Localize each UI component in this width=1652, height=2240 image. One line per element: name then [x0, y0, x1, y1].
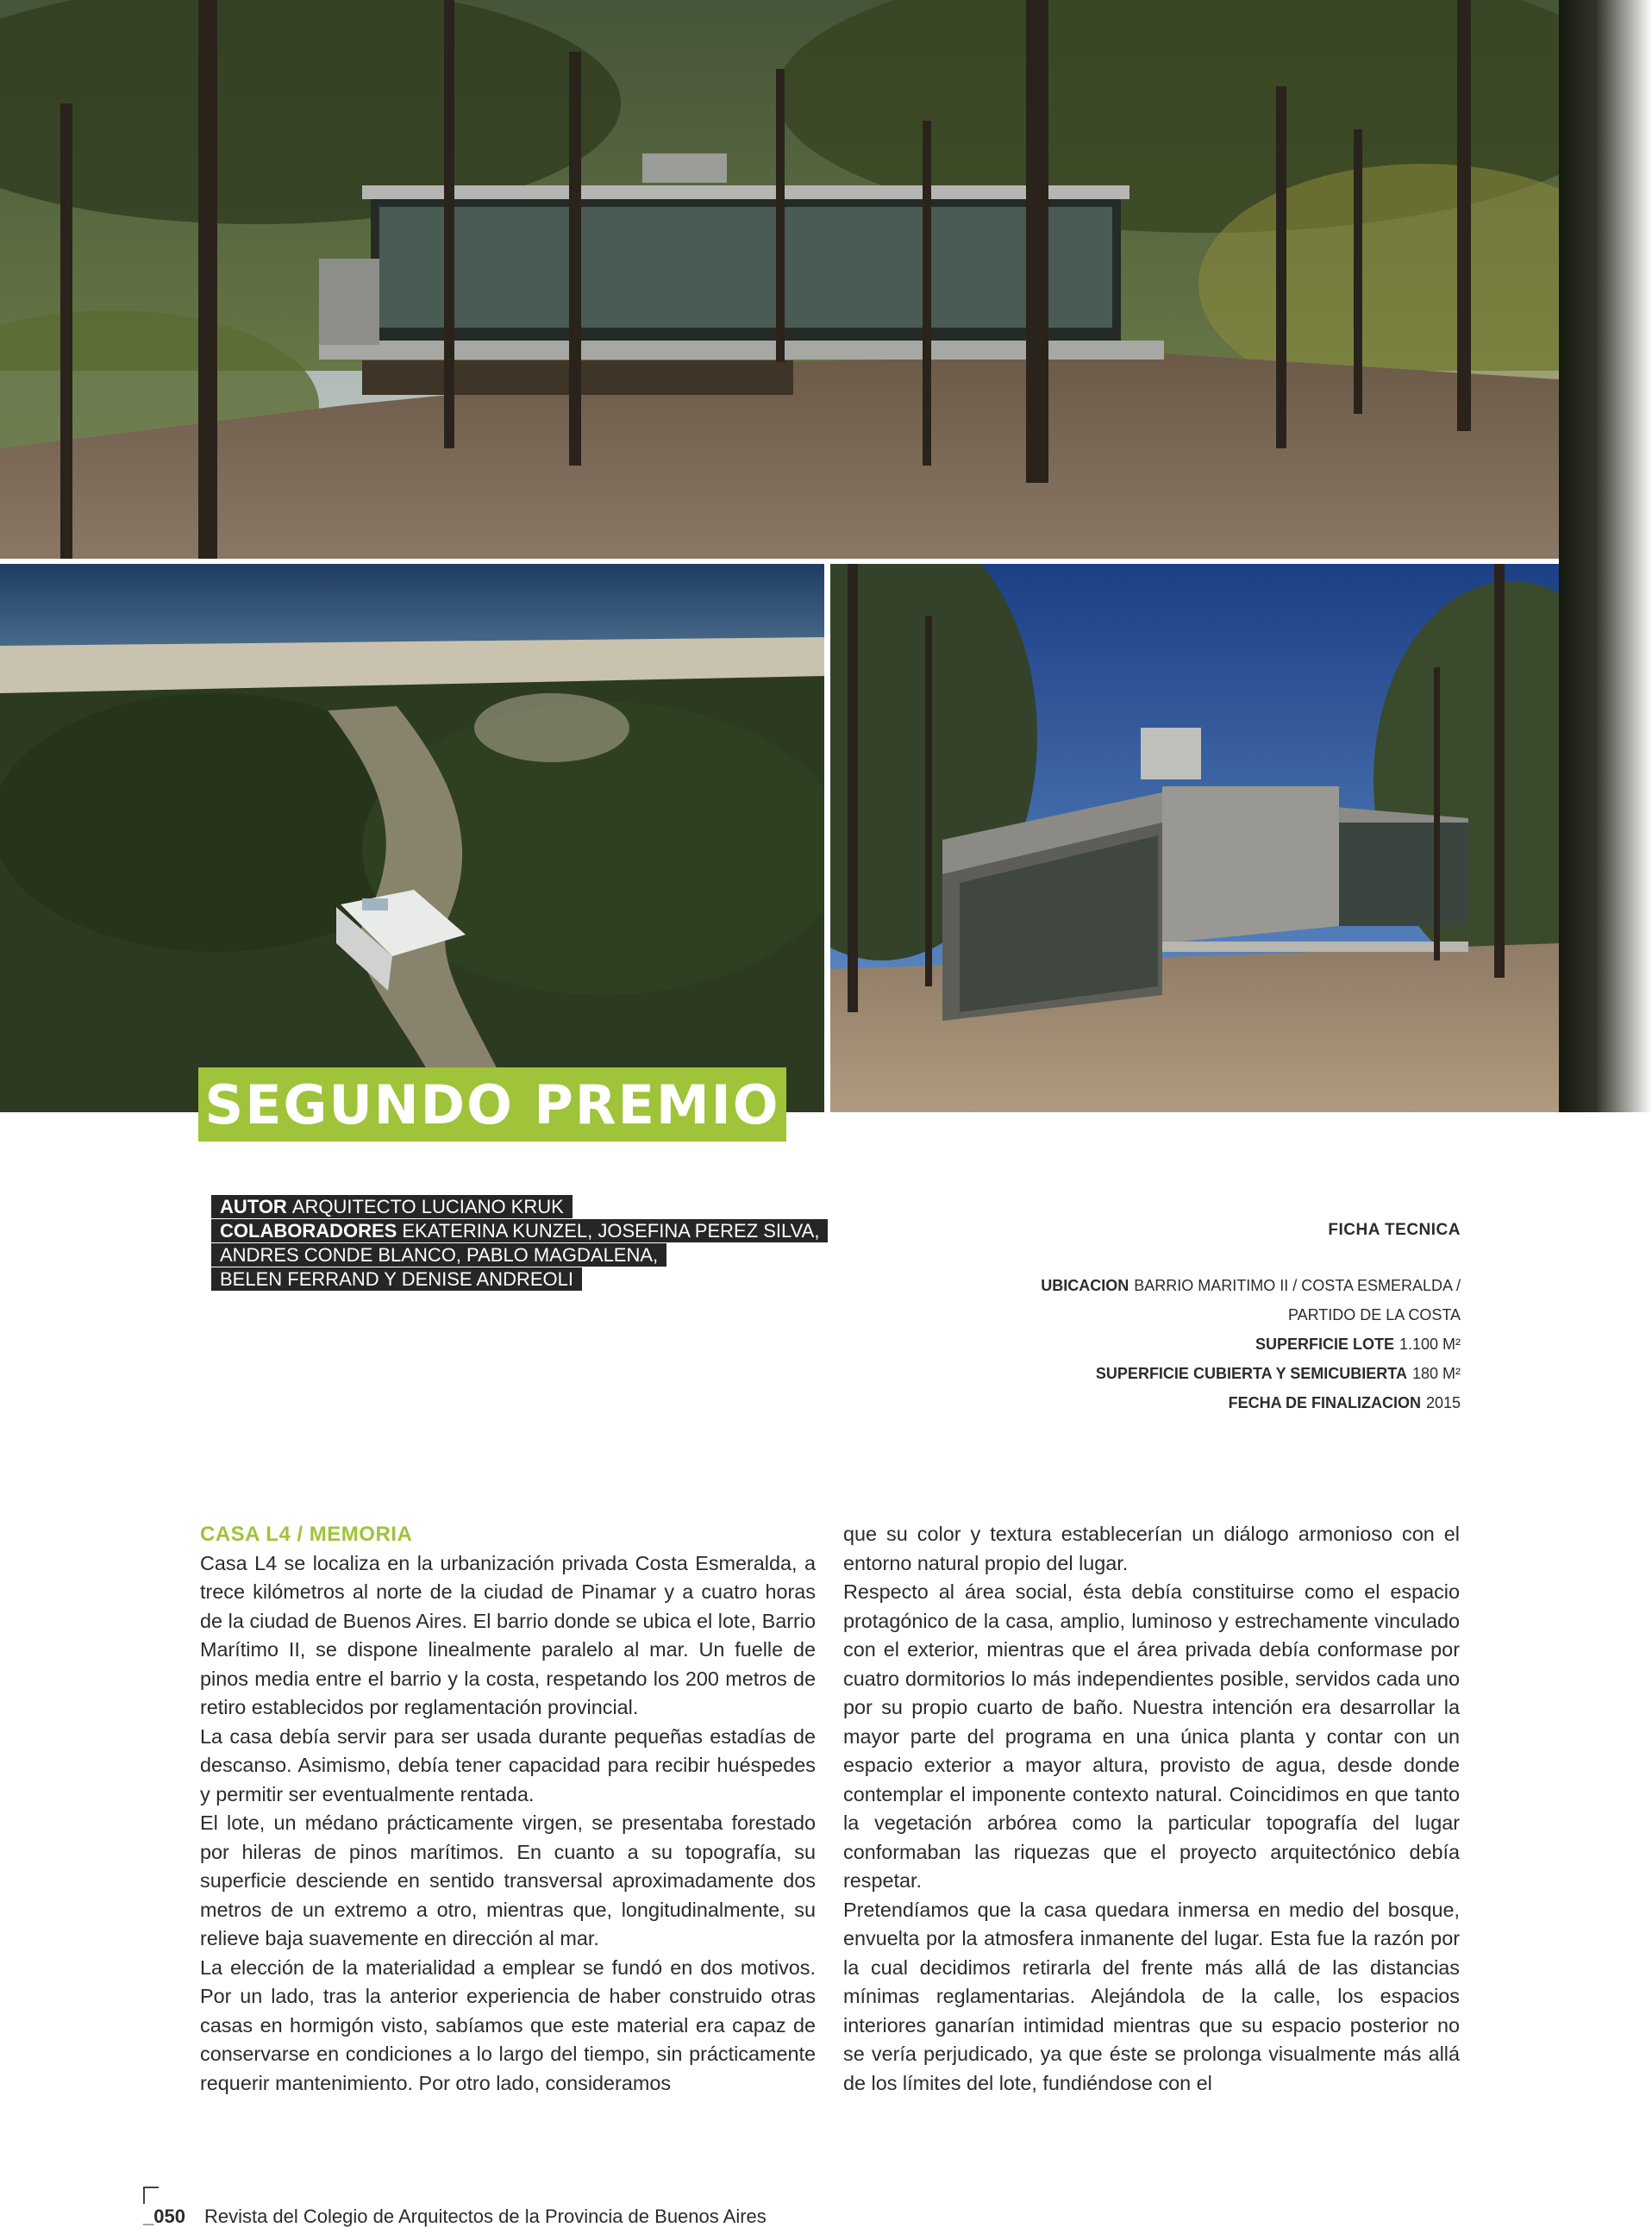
article-paragraph: La casa debía servir para ser usada durante pequeñas estadías de descanso. Asimismo, debía tener capacidad para recibir huéspedes y permitir ser eventualmente rentada.	[200, 1724, 816, 1805]
article-paragraph: Pretendíamos que la casa quedara inmersa en medio del bosque, envuelta por la atmosfera inmanente del lugar. Esta fue la razón por la cual decidimos retirarla del frente más allá de las distancias mínimas reglamentarias. Alejándola de la calle, los espacios interiores ganarían intimidad mientras que su espacio posterior no se vería perjudicado, ya que éste se prolonga visualmente más allá de los límites del lote, fundiéndose con el	[843, 1898, 1460, 2094]
collaborators-line-1: EKATERINA KUNZEL, JOSEFINA PEREZ SILVA,	[402, 1220, 820, 1242]
article-title: CASA L4 / MEMORIA	[200, 1523, 413, 1546]
completion-date-row	[1041, 1388, 1461, 1417]
location-label: UBICACION	[1041, 1277, 1129, 1294]
concrete-house-photo	[830, 564, 1559, 1112]
article-paragraph: que su color y textura establecerían un diálogo armonioso con el entorno natural propio del lugar.	[843, 1523, 1460, 1574]
covered-area-value: 180 M²	[1411, 1365, 1461, 1382]
completion-date-value: 2015	[1425, 1394, 1461, 1411]
location-value-2: PARTIDO DE LA COSTA	[1287, 1306, 1461, 1323]
article-paragraph: La elección de la materialidad a emplear se fundó en dos motivos. Por un lado, tras la anterior experiencia de haber construido otras casas en hormigón visto, sabíamos que este material era capaz de conservarse en condiciones a lo largo del tiempo, sin prácticamente requerir mantenimiento. Por otro lado, consideramos	[200, 1955, 816, 2094]
article-paragraph: Casa L4 se localiza en la urbanización privada Costa Esmeralda, a trece kilómetros al norte de la ciudad de Pinamar y a cuatro horas de la ciudad de Buenos Aires. El barrio donde se ubica el lote, Barrio Marítimo II, se dispone linealmente paralelo al mar. Un fuelle de pinos media entre el barrio y la costa, respetando los 200 metros de retiro establecidos por reglamentación provincial.	[200, 1551, 816, 1718]
page-number: _050	[143, 2206, 185, 2227]
technical-sheet	[1041, 1216, 1461, 1417]
technical-sheet-heading: FICHA TECNICA	[1328, 1221, 1461, 1239]
page-spine-shadow	[1559, 0, 1652, 1112]
lot-area-value: 1.100 M²	[1399, 1336, 1461, 1353]
aerial-view-photo	[0, 564, 824, 1112]
article-column-left	[200, 1520, 816, 2098]
collaborators-credit-line-3	[211, 1267, 582, 1291]
collaborators-credit	[211, 1219, 828, 1242]
lot-area-row	[1041, 1330, 1461, 1359]
lot-area-label: SUPERFICIE LOTE	[1255, 1336, 1394, 1353]
collaborators-credit-line-2	[211, 1243, 666, 1267]
location-value-1: BARRIO MARITIMO II / COSTA ESMERALDA /	[1134, 1277, 1461, 1294]
covered-area-label: SUPERFICIE CUBIERTA Y SEMICUBIERTA	[1095, 1365, 1407, 1382]
collaborators-line-3: BELEN FERRAND Y DENISE ANDREOLI	[220, 1268, 573, 1290]
page-footer	[143, 2206, 767, 2228]
covered-area-row	[1041, 1359, 1461, 1388]
prize-title: SEGUNDO PREMIO	[204, 1073, 780, 1136]
house-in-pine-forest-photo	[0, 0, 1559, 559]
collaborators-line-2: ANDRES CONDE BLANCO, PABLO MAGDALENA,	[220, 1244, 659, 1266]
completion-date-label: FECHA DE FINALIZACION	[1228, 1394, 1421, 1411]
author-credit	[211, 1195, 573, 1218]
author-label: AUTOR	[220, 1196, 287, 1217]
article-column-right	[843, 1520, 1460, 2098]
article-paragraph: Respecto al área social, ésta debía constituirse como el espacio protagónico de la casa, amplio, luminoso y estrechamente vinculado con el exterior, mientras que el área privada debía conformase por cuatro dormitorios lo más independientes posible, servidos cada uno por su propio cuarto de baño. Nuestra intención era desarrollar la mayor parte del programa en una única planta y contar con un espacio exterior a mayor altura, provisto de agua, desde donde contemplar el imponente contexto natural. Coincidimos en que tanto la vegetación arbórea como la particular topografía del lugar conformaban las riquezas que el proyecto arquitectónico debía respetar.	[843, 1580, 1460, 1892]
collaborators-label: COLABORADORES	[220, 1220, 397, 1242]
location-row	[1041, 1271, 1461, 1300]
author-value: ARQUITECTO LUCIANO KRUK	[291, 1196, 564, 1217]
publication-name: Revista del Colegio de Arquitectos de la Provincia de Buenos Aires	[203, 2206, 767, 2227]
prize-banner	[198, 1067, 786, 1142]
location-row-2	[1041, 1300, 1461, 1330]
article-paragraph: El lote, un médano prácticamente virgen, se presentaba forestado por hileras de pinos marítimos. En cuanto a su topografía, su superficie desciende en sentido transversal aproximadamente dos metros de un extremo a otro, mientras que, longitudinalmente, su relieve baja suavemente en dirección al mar.	[200, 1811, 816, 1949]
footer-corner-mark	[143, 2187, 159, 2204]
